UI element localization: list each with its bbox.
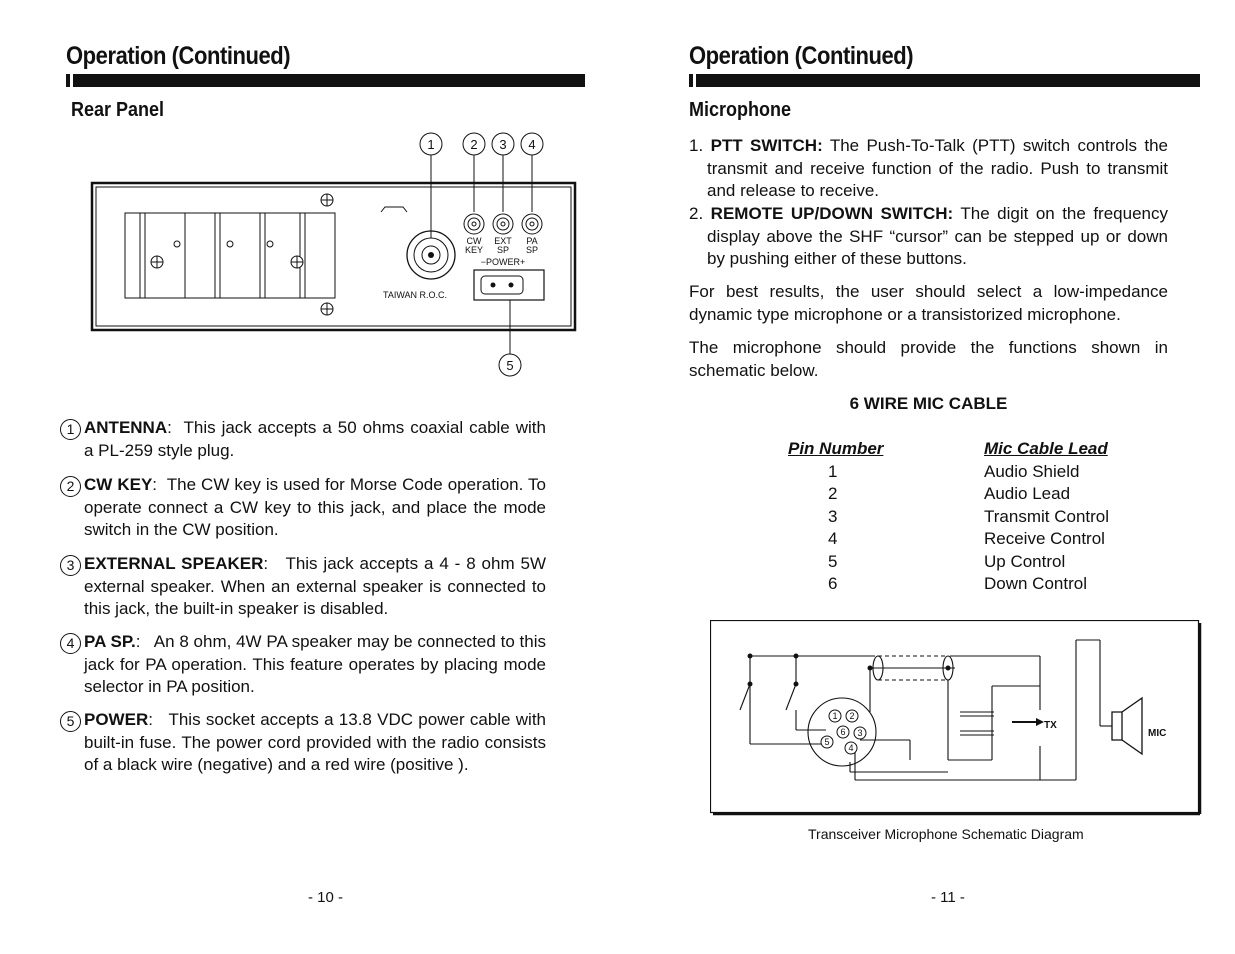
cable-lead-cell: Audio Lead [984, 484, 1071, 504]
table-row [788, 528, 1109, 551]
item-term: EXTERNAL SPEAKER [84, 554, 264, 573]
item-number-circle: 1 [60, 419, 81, 440]
mic-cable-table [788, 438, 1109, 596]
mic-feature-term: REMOTE UP/DOWN SWITCH: [710, 204, 954, 223]
rear-panel-diagram [85, 130, 585, 380]
callout-3: 3 [499, 137, 507, 152]
pin-4-label: 4 [848, 743, 854, 753]
pin-number-cell: 4 [828, 529, 838, 549]
table-header-pin: Pin Number [788, 439, 884, 459]
table-row [788, 461, 1109, 484]
page-title: Operation (Continued) [66, 42, 291, 70]
item-separator: : [135, 632, 154, 651]
cable-lead-cell: Transmit Control [984, 506, 1110, 526]
cable-lead-cell: Up Control [984, 551, 1066, 571]
cable-lead-cell: Down Control [984, 574, 1087, 594]
pin-5-label: 5 [824, 737, 830, 747]
item-description: The CW key is used for Morse Code operation. To operate connect a CW key to this jack, and place the mode switch in the CW position. [84, 475, 546, 539]
item-separator: : [263, 554, 286, 573]
item-number-circle: 4 [60, 633, 81, 654]
callout-1: 1 [427, 137, 435, 152]
mic-feature-description: The Push-To-Talk (PTT) switch controls the transmit and receive function of the radio. Push to transmit and release to receive. [707, 136, 1168, 200]
item-term: POWER [84, 710, 149, 729]
title-rule [689, 74, 1200, 87]
paragraph-2: The microphone should provide the functions shown in schematic below. [689, 338, 1168, 380]
pin-2-label: 2 [849, 711, 855, 721]
item-separator: : [152, 475, 167, 494]
mic-feature-description: The digit on the frequency display above the SHF “cursor” can be stepped up or down by pushing either of these buttons. [707, 204, 1168, 268]
item-text [84, 474, 546, 542]
mic-feature-item [689, 135, 1168, 203]
pin-number-cell: 3 [828, 506, 838, 526]
pin-number-cell: 5 [828, 551, 838, 571]
paragraph-1: For best results, the user should select a low-impedance dynamic type microphone or a transistorized microphone. [689, 282, 1168, 324]
item-term: CW KEY [84, 475, 153, 494]
page-title: Operation (Continued) [689, 42, 914, 70]
item-separator: : [167, 418, 184, 437]
cable-lead-cell: Receive Control [984, 529, 1105, 549]
item-description: This jack accepts a 50 ohms coaxial cable with a PL-259 style plug. [84, 418, 546, 460]
item-description: This jack accepts a 4 - 8 ohm 5W external speaker. When an external speaker is connected to this jack, the built-in speaker is disabled. [84, 554, 546, 618]
pin-1-label: 1 [832, 711, 838, 721]
section-heading: Rear Panel [71, 99, 165, 121]
ext-label-1: EXT [494, 236, 512, 246]
item-number-circle: 2 [60, 476, 81, 497]
item-term: ANTENNA [84, 418, 168, 437]
tx-label: TX [1044, 720, 1057, 731]
table-row [788, 551, 1109, 574]
item-separator: : [148, 710, 169, 729]
pa-label-1: PA [526, 236, 538, 246]
left-page [0, 0, 617, 954]
schematic-caption: Transceiver Microphone Schematic Diagram [808, 826, 1084, 842]
item-term: PA SP. [84, 632, 136, 651]
mic-label: MIC [1148, 728, 1167, 739]
callout-5: 5 [506, 358, 514, 373]
power-label: −POWER+ [480, 257, 526, 267]
ext-label-2: SP [496, 245, 510, 255]
right-page [618, 0, 1235, 954]
item-description: This socket accepts a 13.8 VDC power cable with built-in fuse. The power cord provided with the radio consists of a black wire (negative) and a red wire (positive ). [84, 710, 546, 774]
pin-number-cell: 2 [828, 484, 838, 504]
section-heading: Microphone [689, 99, 792, 121]
mic-schematic-diagram [710, 620, 1202, 816]
item-number-circle: 3 [60, 555, 81, 576]
mic-feature-term: PTT SWITCH: [710, 136, 823, 155]
title-rule [66, 74, 585, 87]
pa-label-2: SP [525, 245, 539, 255]
table-row [788, 506, 1109, 529]
callout-2: 2 [470, 137, 478, 152]
cw-label-2: KEY [464, 245, 484, 255]
item-number-circle: 5 [60, 711, 81, 732]
pin-number-cell: 6 [828, 574, 838, 594]
item-text [84, 709, 546, 777]
mic-feature-item [689, 203, 1168, 271]
cw-label-1: CW [466, 236, 482, 246]
item-text [84, 417, 546, 462]
callout-4: 4 [528, 137, 536, 152]
item-text [84, 553, 546, 621]
table-header-lead: Mic Cable Lead [984, 439, 1108, 459]
page-number: - 10 - [308, 889, 344, 906]
mic-feature-number: 2. [689, 204, 704, 223]
table-row [788, 573, 1109, 596]
page-number: - 11 - [931, 889, 965, 906]
pin-6-label: 6 [840, 727, 846, 737]
pin-number-cell: 1 [828, 461, 838, 481]
pin-3-label: 3 [857, 728, 863, 738]
table-title: 6 WIRE MIC CABLE [849, 394, 1008, 413]
item-text [84, 631, 546, 699]
item-description: An 8 ohm, 4W PA speaker may be connected to this jack for PA operation. This feature operates by placing mode selector in PA position. [84, 632, 546, 696]
table-row [788, 483, 1109, 506]
mic-feature-number: 1. [689, 136, 704, 155]
cable-lead-cell: Audio Shield [984, 461, 1080, 481]
made-in-label: TAIWAN R.O.C. [383, 290, 447, 300]
